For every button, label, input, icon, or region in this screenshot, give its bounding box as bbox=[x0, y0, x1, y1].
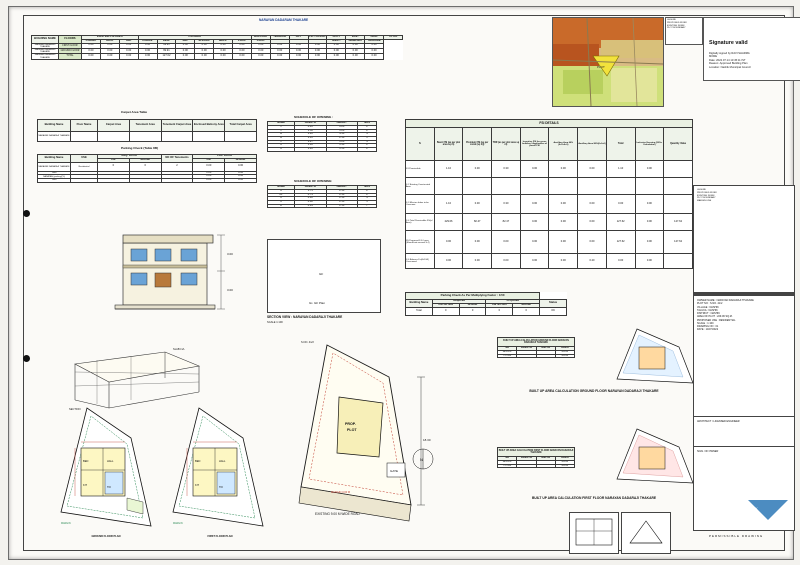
punch-hole-bottom bbox=[23, 355, 30, 362]
svg-text:GATE: GATE bbox=[390, 469, 398, 473]
builtup-first-caption: BUILT UP AREA CALCULATION FIRST FLOOR NARAYAN DADARAJI THAKARE bbox=[531, 496, 657, 500]
title-block bbox=[693, 295, 795, 531]
svg-text:HALL: HALL bbox=[219, 460, 226, 463]
parking-multiplying-table: Parking Check As Per Multiplying Factor : 0.50 Building Name Required Proposed Status Car No Nos Scooter Car No Nos Scooter Total 0 0 0 0 OK bbox=[405, 292, 567, 316]
schedule-opening-2-table: NAME LENGTH HEIGHT NOS d 1.75 2.10 2 d1 0.74 2.10 2 d 0.90 2.10 4 d 0.80 2.10 5 D 0.94 2.10 7 bbox=[267, 185, 377, 208]
table-row: v 0.40 0.80 2 bbox=[268, 125, 377, 129]
permissible-drawing-label: PERMISSIBLE DRAWING bbox=[709, 534, 764, 538]
svg-text:PLOT: PLOT bbox=[597, 65, 605, 69]
builtup-ground-caption: BUILT UP AREA CALCULATION GROUND FLOOR NARAYAN DADARAJI THAKARE bbox=[529, 389, 659, 393]
signature-details: Digitally signed by RAVI SHARMA MORE Date: 2022.07.14 13:45:11 IST Reason: Approved Building Plan Location: Nashik Municipal Council bbox=[709, 52, 751, 69]
table-row: d 1.30 1.30 2 bbox=[268, 144, 377, 148]
sheet-top-title: NARAYAN DADARAM THAKARE bbox=[259, 18, 309, 22]
notes-text: LEGEND PROPOSED WORK EXISTING WORK PLOT BOUNDARY MARGIN LINE bbox=[697, 189, 717, 202]
table-row: NARAYAN DADARAJI THAKARE bbox=[38, 132, 257, 142]
ground-floor-plan-caption: GROUND FLOOR PLAN bbox=[91, 535, 121, 538]
table-row: S 6 Balance Fsi(S4-S5) Consumed 0.00 0.00 0.00 0.00 0.00 0.20 0.00 0.00 bbox=[406, 254, 693, 269]
table-row: BLOCK 69.91 bbox=[498, 460, 575, 464]
parking-check-title: Parking Check (Table 8B) bbox=[121, 146, 159, 150]
svg-text:SECTION: SECTION bbox=[69, 408, 81, 411]
table-row: v 1.50 1.20 2 bbox=[268, 129, 377, 133]
signature-title: Signature valid bbox=[709, 40, 748, 46]
elevation-svg bbox=[109, 225, 239, 335]
table-row: S1 Permissible 1.10 0.30 0.30 0.00 0.00 0.00 1.10 0.00 bbox=[406, 161, 693, 178]
table-row: NARAYAN DADARAJI THAKARE GROUND FLOOR 0.00 0.00 0.00 0.00 69.91 0.00 0.00 0.00 0.00 0.00 0.00 0.00 0.00 0.00 0.00 0.00 bbox=[32, 49, 403, 54]
table-row: TOTAL 69.91 bbox=[498, 354, 575, 358]
table-row: d 1.40 1.50 2 bbox=[268, 148, 377, 152]
svg-text:MARGIN 3.00 M: MARGIN 3.00 M bbox=[331, 491, 351, 494]
builtup-first-drawing bbox=[609, 425, 699, 492]
plot-layout-svg bbox=[271, 337, 451, 532]
aerial-map-image bbox=[552, 17, 664, 107]
svg-text:SLAB LVL: SLAB LVL bbox=[173, 348, 185, 351]
notes-block bbox=[693, 185, 795, 293]
section-view-caption: SECTION VIEW : NARAYAN DADARAJI THAKARE bbox=[267, 315, 343, 319]
schedule-opening-1-title: SCHEDULE OF OPENING : bbox=[294, 115, 334, 119]
punch-hole-top bbox=[23, 210, 30, 217]
table-row: NARAYAN DADARAJI THAKARE FIRST FLOOR 0.00 0.00 0.00 0.00 69.91 0.00 0.00 0.00 0.00 0.00 0.00 0.00 0.00 0.00 0.00 0.00 bbox=[32, 43, 403, 48]
ground-floor-plan-svg bbox=[47, 402, 167, 542]
svg-text:HALL: HALL bbox=[107, 460, 114, 463]
table-row: d 1.75 2.10 2 bbox=[268, 189, 377, 193]
section-view-gf-label: GF bbox=[319, 272, 324, 276]
section-view-plan-label: G/- GF Plan bbox=[309, 301, 326, 305]
svg-text:18.30: 18.30 bbox=[423, 438, 431, 442]
builtup-ground-drawing bbox=[609, 325, 699, 392]
svg-text:TOI: TOI bbox=[219, 486, 223, 489]
builtup-ground-svg bbox=[609, 325, 699, 387]
svg-text:BED: BED bbox=[83, 460, 89, 463]
section-view-scale: SCALE 1:100 bbox=[267, 321, 283, 324]
carpet-area-table: Building Name Floor Name Carpet Area Tenement Area Tenement Carpet Area Enclosed Balcony Area Total Carpet Area NARAYAN DADARAJI THAKARE bbox=[37, 119, 257, 142]
detail-drawing-box-2 bbox=[621, 512, 671, 554]
plot-layout-drawing bbox=[271, 337, 451, 537]
ground-floor-plan-drawing bbox=[47, 402, 167, 547]
svg-text:PROP.: PROP. bbox=[345, 422, 356, 426]
table-row: S 4 Total Permissible FS(of Area) 229.06 82.47 82.47 0.00 0.00 0.00 127.62 0.00 127.62 bbox=[406, 214, 693, 231]
schedule-opening-1-table: NAME LENGTH HEIGHT NOS v 0.40 0.80 2 v 1.50 1.20 2 w 1.40 4.30 4 w 1.10 2.10 1 x 1.47 1.20 4 d 1.30 1.30 2 d 1.40 1.50 2 bbox=[267, 121, 377, 152]
first-floor-plan-svg bbox=[159, 402, 279, 542]
svg-text:KIT: KIT bbox=[83, 484, 88, 487]
title-block-divider bbox=[694, 416, 794, 417]
table-row: TOTAL 69.91 bbox=[498, 464, 575, 468]
front-elevation-drawing bbox=[109, 225, 239, 340]
svg-text:TOI: TOI bbox=[107, 486, 111, 489]
table-row: w 1.10 2.10 1 bbox=[268, 136, 377, 140]
table-row: Total 0.00 0.00 bbox=[38, 179, 257, 183]
detail-drawing-box-1 bbox=[569, 512, 619, 554]
svg-text:OK: OK bbox=[752, 506, 758, 511]
table-row: D 0.94 2.10 7 bbox=[268, 204, 377, 208]
builtup-first-svg bbox=[609, 425, 699, 487]
architect-label: ARCHITECT / LICENSED ENGINEER bbox=[697, 420, 740, 423]
svg-text:MARGIN: MARGIN bbox=[61, 522, 71, 525]
table-row: d 0.80 2.10 5 bbox=[268, 200, 377, 204]
first-floor-plan-drawing bbox=[159, 402, 279, 547]
svg-text:BED: BED bbox=[195, 460, 201, 463]
fsi-details-table: FSI DETAILS S Basic FSI (as per plot area sq m) Premium FSI (as per zonal (sq m)) TDR (as per plot area sq m) Incentive FSI for green building / Application of parcel FSI Ancillary Area 60%(0+0+0+0) Ancillary Area 80%(0+0+0) Total Inclusive Housing (20%+ Calculation) Quantity Value S1 Permissible 1.10 0.30 0.30 0.00 0.00 0.00 1.10 0.00 S 2 Existing Constructed Area S 3 Mission Index to be Consume 1.10 0.30 0.30 0.00 0.00 0.00 0.00 0.00 S 4 Total Permissible FS(of Area) 229.06 82.47 82.47 0.00 0.00 0.00 127.62 0.00 127.62 S5 Proposed F.S.I area (Should not exceed S 4) 0.00 0.00 0.00 0.00 0.00 0.00 127.62 0.00 127.62 S 6 Balance Fsi(S4-S5) Consumed 0.00 0.00 0.00 0.00 0.00 0.20 0.00 0.00 bbox=[405, 119, 693, 269]
table-row: d 0.90 2.10 4 bbox=[268, 197, 377, 201]
table-row: BLOCK 69.91 bbox=[498, 350, 575, 354]
builtup-ground-table: BUILT UP AREA CALCULATION GROUND FLOOR NARAYAN DADARAJI THAKARE SR LENGTH WIDTH AREA BLOCK 69.91 TOTAL 69.91 bbox=[497, 337, 575, 358]
svg-text:S.NO. 41/2: S.NO. 41/2 bbox=[301, 341, 314, 344]
drawing-sheet bbox=[8, 6, 794, 560]
table-row: NARAYAN DADARAJI THAKARE Residential 0 0 2 0.00 0.00 bbox=[38, 162, 257, 171]
digital-signature-block bbox=[703, 17, 800, 81]
builtup-first-table: BUILT UP AREA CALCULATION FIRST FLOOR NARAYAN DADARAJI THAKARE SR LENGTH WIDTH AREA BLOCK 69.91 TOTAL 69.91 bbox=[497, 447, 575, 468]
svg-text:N: N bbox=[420, 457, 423, 462]
aerial-legend-text: LEGEND PROPOSED WORK EXISTING WORK PLOT BOUNDARY bbox=[667, 19, 687, 30]
carpet-area-title: Carpet Area Table bbox=[121, 110, 148, 114]
svg-text:PLOT: PLOT bbox=[347, 428, 357, 432]
svg-text:3.00: 3.00 bbox=[227, 252, 233, 256]
detail-2-svg bbox=[622, 513, 670, 553]
schedule-opening-2-title: SCHEDULE OF OPENING: bbox=[294, 179, 333, 183]
title-block-divider-2 bbox=[694, 446, 794, 447]
building-fsi-table: BUILDING NAME FLOORS EXISTING FSI AREA FSI AREA BALCONY TERRACE LIFT LIFT PASSG. DUCT VENT Other TOTAL CORRN. RESI. IND. CORRN. RESI. IND. SPECIAL MEZZ. PROP. PROP. SHAFT Deduction THAKARE NARAYAN DADARAJI THAKARE FIRST FLOOR 0.00 0.00 0.00 0.00 69.91 0.00 0.00 0.00 0.00 0.00 0.00 0.00 0.00 0.00 0.00 0.00 NARAYAN DADARAJI THAKARE GROUND FLOOR 0.00 0.00 0.00 0.00 69.91 0.00 0.00 0.00 0.00 0.00 0.00 0.00 0.00 0.00 0.00 0.00 NARAYAN DADARAJI THAKARE TOTAL 0.00 0.00 0.00 0.00 127.62 0.00 0.00 0.00 0.00 0.00 0.00 0.00 0.00 0.00 0.00 0.00 bbox=[31, 35, 403, 60]
table-row: S5 Proposed F.S.I area (Should not exceed S 4) 0.00 0.00 0.00 0.00 0.00 0.00 127.62 0.00 127.62 bbox=[406, 231, 693, 254]
detail-1-svg bbox=[570, 513, 618, 553]
table-row: NARAYAN (parking)(%) 0.00 0.00 bbox=[38, 175, 257, 179]
svg-text:EXISTING 9.00 M WIDE ROAD: EXISTING 9.00 M WIDE ROAD bbox=[315, 512, 360, 516]
title-block-top-edge bbox=[693, 293, 795, 295]
table-row: S 3 Mission Index to be Consume 1.10 0.30 0.30 0.00 0.00 0.00 0.00 0.00 bbox=[406, 195, 693, 214]
svg-text:3.00: 3.00 bbox=[227, 288, 233, 292]
approval-stamp-mark bbox=[746, 496, 790, 522]
parking-check-table: Building Name USE REQ. RATIO NO OF Tenements PRP. RATIO Car Scooter Car Scooter NARAYAN DADARAJI THAKARE Residential 0 0 2 0.00 0.00 Total 0.00 0.00 NARAYAN (parking)(%) 0.00 0.00 Total 0.00 0.00 bbox=[37, 154, 257, 183]
title-block-text: OWNER NAME : NARAYAN DADARAJI THAKARE PLOT NO : S.NO. 41/2 VILLAGE : NASHIK TALUKA : NASHIK DISTRICT : NASHIK AREA OF PLOT : 229.06 SQ.M. PROPOSED USE : RESIDENTIAL SCALE : 1:100 DRAWING NO : 01 DATE : 14/07/2022 bbox=[697, 299, 754, 332]
svg-text:KIT: KIT bbox=[195, 484, 200, 487]
svg-text:MARGIN: MARGIN bbox=[173, 522, 183, 525]
table-row: Total 0 0 0 0 OK bbox=[406, 307, 567, 315]
table-row: S 2 Existing Constructed Area bbox=[406, 178, 693, 195]
table-row: NARAYAN DADARAJI THAKARE TOTAL 0.00 0.00 0.00 0.00 127.62 0.00 0.00 0.00 0.00 0.00 0.00 0.00 0.00 0.00 0.00 0.00 bbox=[32, 54, 403, 59]
owner-sign-label: SIGN. OF OWNER bbox=[697, 450, 719, 453]
table-row: w 1.40 4.30 4 bbox=[268, 133, 377, 137]
aerial-map-svg bbox=[553, 18, 663, 106]
table-row: Total 0.00 0.00 bbox=[38, 171, 257, 175]
table-row: x 1.47 1.20 4 bbox=[268, 140, 377, 144]
table-row: d1 0.74 2.10 2 bbox=[268, 193, 377, 197]
first-floor-plan-caption: FIRST FLOOR PLAN bbox=[207, 535, 233, 538]
